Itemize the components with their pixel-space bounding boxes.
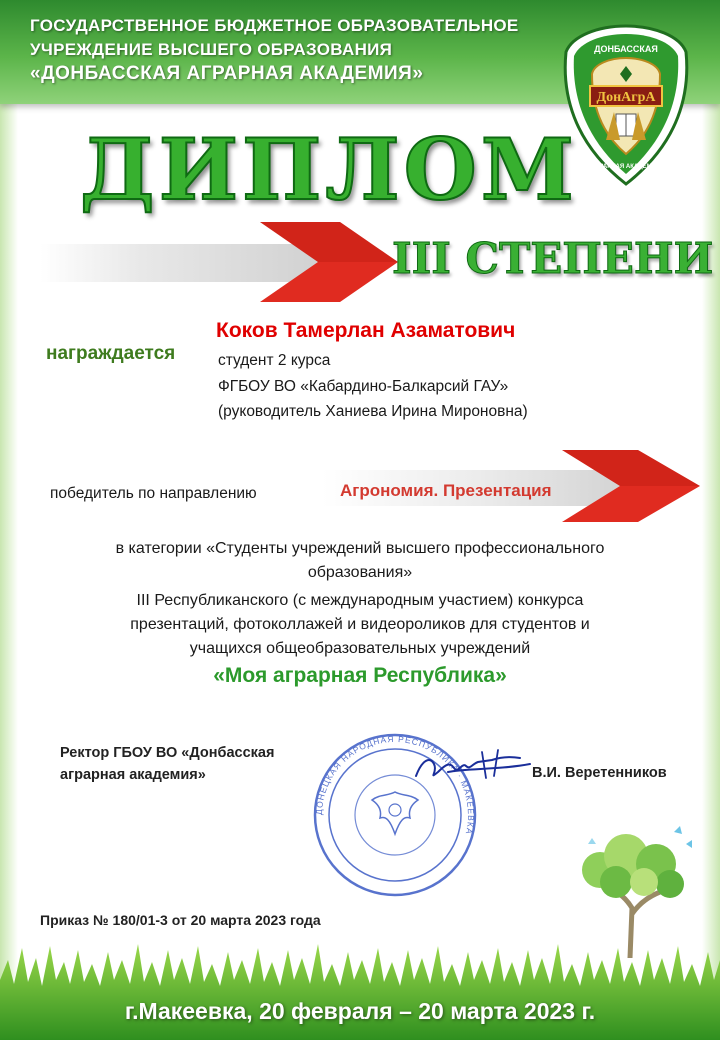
contest-line-1: III Республиканского (с международным участием) конкурса	[136, 592, 584, 609]
recipient-name: Коков Тамерлан Азаматович	[216, 319, 516, 342]
academy-emblem-icon	[562, 22, 690, 188]
winner-label: победитель по направлению	[50, 485, 257, 502]
footer-place-date: г.Макеевка, 20 февраля – 20 марта 2023 г.	[124, 998, 596, 1024]
order-number: Приказ № 180/01-3 от 20 марта 2023 года	[40, 912, 321, 928]
grass-decoration	[0, 940, 720, 1040]
emblem-side-text: АГРАРНАЯ АКАДЕМИЯ	[591, 164, 661, 170]
institution-name	[30, 14, 550, 86]
rector-title	[60, 742, 274, 786]
rector-title-line-2: аграрная академия»	[60, 767, 206, 783]
emblem-top-text: ДОНБАССКАЯ	[594, 44, 658, 54]
seal-text: ДОНЕЦКАЯ НАРОДНАЯ РЕСПУБЛИКА · МАКЕЕВКА	[313, 733, 477, 836]
category-line-1: в категории «Студенты учреждений высшего профессионального	[115, 540, 605, 557]
recipient-supervisor: (руководитель Ханиева Ирина Мироновна)	[218, 403, 528, 420]
awarded-label: награждается	[46, 343, 176, 364]
institution-line-1: ГОСУДАРСТВЕННОЕ БЮДЖЕТНОЕ ОБРАЗОВАТЕЛЬНОЕ	[30, 16, 519, 35]
contest-title: «Моя аграрная Республика»	[213, 664, 507, 687]
degree-title: III СТЕПЕНИ	[392, 234, 714, 283]
diploma-title: ДИПЛОМ	[80, 120, 578, 219]
recipient-course: студент 2 курса	[218, 352, 331, 369]
right-border	[702, 0, 720, 1040]
institution-line-3: «ДОНБАССКАЯ АГРАРНАЯ АКАДЕМИЯ»	[30, 63, 424, 84]
left-border	[0, 0, 18, 1040]
contest-line-2: презентаций, фотоколлажей и видеороликов для студентов и	[130, 616, 590, 633]
rector-title-line-1: Ректор ГБОУ ВО «Донбасская	[60, 745, 275, 761]
category-line-2: образования»	[307, 564, 413, 581]
emblem-banner-text: ДонАгрА	[596, 90, 656, 105]
red-arrow-decoration	[40, 222, 400, 302]
recipient-university: ФГБОУ ВО «Кабардино-Балкарсий ГАУ»	[218, 378, 509, 395]
tree-icon	[570, 818, 700, 958]
rector-signature	[408, 742, 538, 792]
institution-line-2: УЧРЕЖДЕНИЕ ВЫСШЕГО ОБРАЗОВАНИЯ	[30, 40, 393, 59]
contest-line-3: учащихся общеобразовательных учреждений	[189, 640, 531, 657]
direction-name: Агрономия. Презентация	[340, 481, 552, 500]
rector-name: В.И. Веретенников	[532, 765, 667, 781]
